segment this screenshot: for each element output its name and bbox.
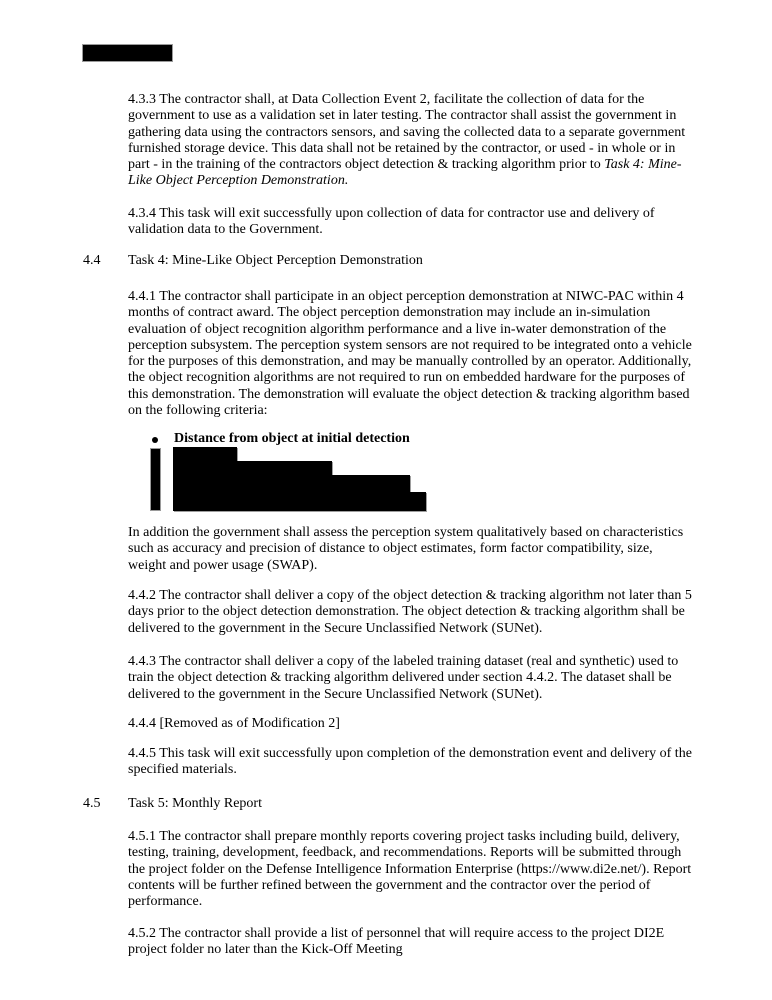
- paragraph-4-4-3-text: 4.4.3 The contractor shall deliver a copy of the labeled training dataset (real and synthetic) used to train the object detection & tracking algorithm delivered under section 4.4.2. The dataset shall be delivered to the government in the Secure Unclassified Network (SUNet).: [128, 654, 679, 702]
- section-heading-4-5: [83, 796, 262, 812]
- paragraph-4-3-3-italic-reference: Task 4: Mine-Like Object Perception Demonstration.: [128, 157, 682, 189]
- redacted-line-2: [173, 461, 332, 475]
- section-heading-4-4: [83, 253, 423, 269]
- redacted-criteria-block: [173, 447, 426, 511]
- section-title-4-5: Task 5: Monthly Report: [128, 796, 262, 811]
- section-title-4-4: Task 4: Mine-Like Object Perception Demonstration: [128, 253, 423, 268]
- paragraph-4-4-1: [128, 289, 694, 419]
- bullet-item-distance-criterion: [174, 431, 410, 447]
- paragraph-4-4-4-text: 4.4.4 [Removed as of Modification 2]: [128, 716, 340, 731]
- paragraph-4-5-1: [128, 829, 694, 910]
- paragraph-4-5-2-text: 4.5.2 The contractor shall provide a list of personnel that will require access to the project DI2E project folder no later than the Kick-Off Meeting: [128, 926, 665, 958]
- paragraph-4-4-2: [128, 588, 694, 637]
- redacted-line-3: [173, 475, 410, 492]
- section-number-4-4: 4.4: [83, 253, 101, 268]
- paragraph-4-3-3: [128, 92, 694, 190]
- redacted-header-block: [82, 44, 173, 62]
- paragraph-4-4-5: [128, 746, 694, 779]
- paragraph-4-4-4: [128, 716, 694, 732]
- paragraph-4-4-1-text: 4.4.1 The contractor shall participate in an object perception demonstration at NIWC-PAC within 4 months of contract award. The object perception demonstration may include an in-simulation evaluation of object recognition algorithm performance and a live in-water demonstration of the perception subsystem. The perception system sensors are not required to be integrated onto a vehicle for the purposes of this demonstration, and may be manually controlled by an operator. Additionally, the object recognition algorithms are not required to run on embedded hardware for the purposes of this demonstration. The demonstration will evaluate the object detection & tracking algorithm based on the following criteria:: [128, 289, 692, 419]
- paragraph-qualitative-assessment-text: In addition the government shall assess the perception system qualitatively based on characteristics such as accuracy and precision of distance to object estimates, form factor compatibility, size, weight and power usage (SWAP).: [128, 525, 684, 573]
- redacted-bullet-column-block: [150, 448, 161, 511]
- paragraph-4-3-3-text: 4.3.3 The contractor shall, at Data Collection Event 2, facilitate the collection of data for the government to use as a validation set in later testing. The contractor shall assist the government in gathering data using the contractors sensors, and saving the collected data to a separate government furnished storage device. This data shall not be retained by the contractor, or used - in whole or in part - in the training of the contractors object detection & tracking algorithm prior to: [128, 92, 686, 173]
- paragraph-qualitative-assessment: [128, 525, 694, 574]
- bullet-item-text: Distance from object at initial detection: [174, 431, 410, 446]
- paragraph-4-5-2: [128, 926, 694, 959]
- paragraph-4-4-3: [128, 654, 694, 703]
- paragraph-4-3-4: [128, 206, 694, 239]
- paragraph-4-3-4-text: 4.3.4 This task will exit successfully upon collection of data for contractor use and delivery of validation data to the Government.: [128, 206, 655, 238]
- paragraph-4-4-2-text: 4.4.2 The contractor shall deliver a copy of the object detection & tracking algorithm not later than 5 days prior to the object detection demonstration. The object detection & tracking algorithm shall be delivered to the government in the Secure Unclassified Network (SUNet).: [128, 588, 692, 636]
- paragraph-4-5-1-text: 4.5.1 The contractor shall prepare monthly reports covering project tasks including build, delivery, testing, training, development, feedback, and recommendations. Reports will be submitted through the project folder on the Defense Intelligence Information Enterprise (https://www.di2e.net/). Report contents will be further refined between the government and the contractor over the period of performance.: [128, 829, 692, 910]
- redacted-line-4: [173, 492, 426, 511]
- paragraph-4-4-5-text: 4.4.5 This task will exit successfully upon completion of the demonstration event and delivery of the specified materials.: [128, 746, 692, 778]
- section-number-4-5: 4.5: [83, 796, 101, 811]
- bullet-icon: [152, 437, 158, 443]
- redacted-line-1: [173, 447, 237, 461]
